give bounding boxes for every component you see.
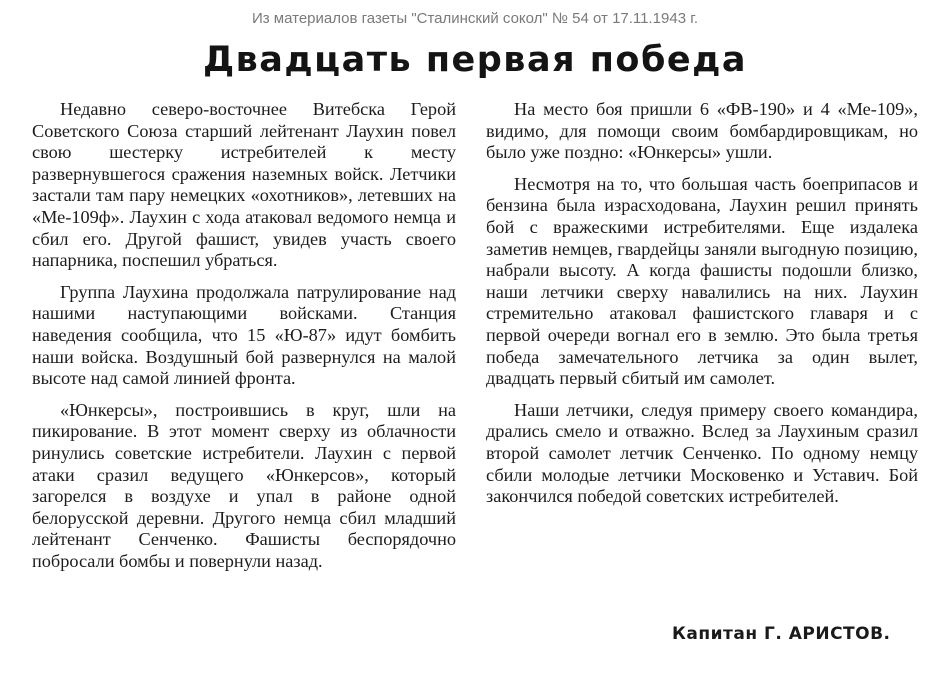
article-paragraph: Несмотря на то, что большая часть боеприпасов и бензина была израсходована, Лаухин решил принять бой с вражескими истребителями. Еще издалека заметив немцев, гвардейцы заняли выгодную позицию, набрали высоту. А когда фашисты подошли близко, наши летчики сверху навалились на них. Лаухин стремительно атаковал фашистского главаря и с первой очереди вогнал его в землю. Это была третья победа замечательного летчика за один вылет, двадцать первый сбитый им самолет. <box>486 173 918 389</box>
article-paragraph: Недавно северо-восточнее Витебска Герой Советского Союза старший лейтенант Лаухин повел свою шестерку истребителей к месту развернувшегося сражения наземных войск. Летчики застали там пару немецких «охотников», летевших на «Ме-109ф». Лаухин с хода атаковал ведомого немца и сбил его. Другой фашист, увидев участь своего напарника, поспешил убраться. <box>32 99 456 271</box>
author-signature: Капитан Г. АРИСТОВ. <box>672 624 891 644</box>
article-paragraph: Наши летчики, следуя примеру своего командира, дрались смело и отважно. Вслед за Лаухиным сразил второй самолет летчик Сенченко. По одному немцу сбили молодые летчики Московенко и Уставич. Бой закончился победой советских истребителей. <box>486 399 918 507</box>
article-paragraph: «Юнкерсы», построившись в круг, шли на пикирование. В этот момент сверху из облачности ринулись советские истребители. Лаухин с первой атаки сразил ведущего «Юнкерсов», который загорелся в воздухе и упал в районе одной белорусской деревни. Другого немца сбил младший лейтенант Сенченко. Фашисты беспорядочно побросали бомбы и повернули назад. <box>32 399 456 571</box>
left-column <box>32 99 456 582</box>
source-caption: Из материалов газеты "Сталинский сокол" № 54 от 17.11.1943 г. <box>251 10 699 27</box>
article-paragraph: На место боя пришли 6 «ФВ-190» и 4 «Ме-109», видимо, для помощи своим бомбардировщикам, но было уже поздно: «Юнкерсы» ушли. <box>486 99 918 163</box>
article-paragraph: Группа Лаухина продолжала патрулирование над нашими наступающими войсками. Станция наведения сообщила, что 15 «Ю-87» идут бомбить наши войска. Воздушный бой развернулся на малой высоте над самой линией фронта. <box>32 281 456 389</box>
right-column <box>486 99 918 518</box>
article-headline: Двадцать первая победа <box>202 40 748 80</box>
